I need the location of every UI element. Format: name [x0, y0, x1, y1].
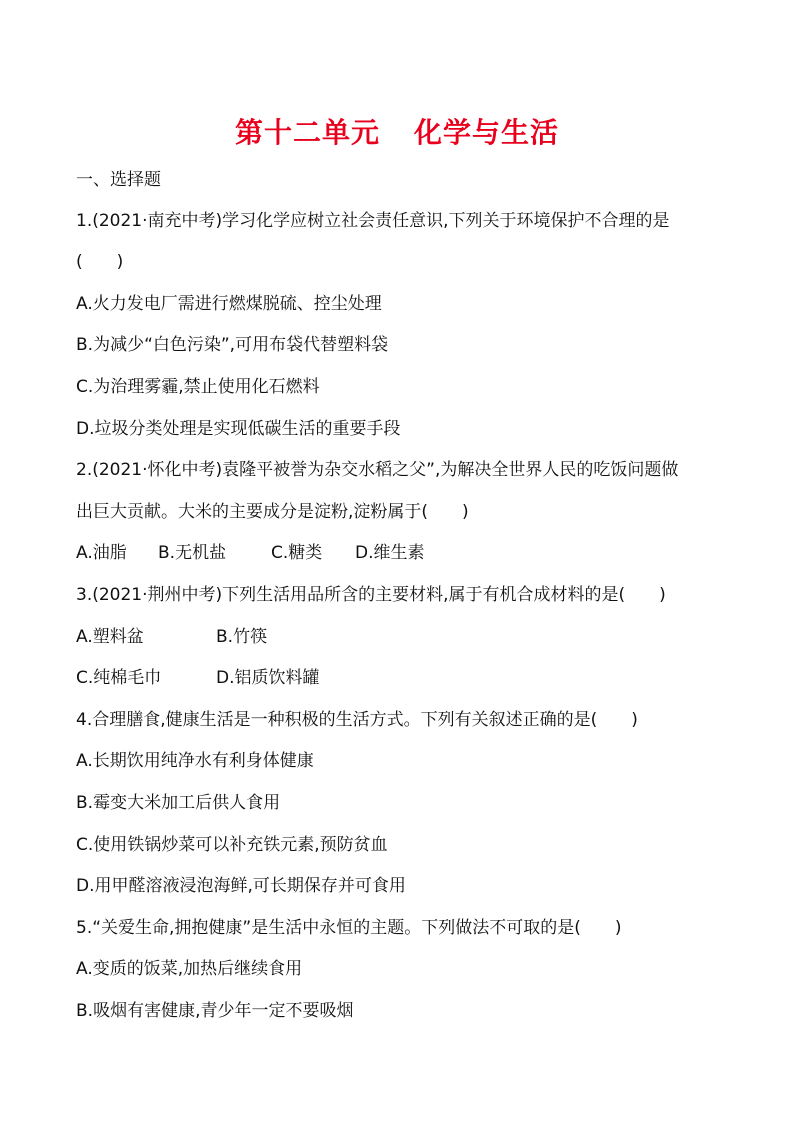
question-3-options-row-1	[76, 626, 267, 648]
question-4-option-a: A.长期饮用纯净水有利身体健康	[76, 751, 314, 771]
question-1-option-c: C.为治理雾霾,禁止使用化石燃料	[76, 377, 320, 397]
question-3-option-a: A.塑料盆	[76, 627, 144, 647]
question-3-option-b: B.竹筷	[216, 627, 268, 647]
question-5-option-b: B.吸烟有害健康,青少年一定不要吸烟	[76, 1001, 354, 1021]
question-2-stem: 2.(2021·怀化中考)袁隆平被誉为杂交水稻之父”,为解决全世界人民的吃饭问题做	[76, 460, 679, 480]
question-4-option-d: D.用甲醛溶液浸泡海鲜,可长期保存并可食用	[76, 876, 406, 896]
unit-number: 第十二单元	[234, 116, 380, 149]
question-2-option-b: B.无机盐	[158, 543, 227, 563]
unit-title	[0, 111, 794, 151]
question-5-stem: 5.“关爱生命,拥抱健康”是生活中永恒的主题。下列做法不可取的是( )	[76, 918, 622, 938]
question-1-option-b: B.为减少“白色污染”,可用布袋代替塑料袋	[76, 335, 389, 355]
question-1-option-a: A.火力发电厂需进行燃煤脱硫、控尘处理	[76, 294, 382, 314]
question-5-option-a: A.变质的饭菜,加热后继续食用	[76, 959, 303, 979]
question-4-stem: 4.合理膳食,健康生活是一种积极的生活方式。下列有关叙述正确的是( )	[76, 710, 638, 730]
question-3-options-row-2	[76, 667, 320, 689]
question-2-options	[76, 542, 425, 564]
question-2-option-a: A.油脂	[76, 543, 127, 563]
question-3-option-d: D.铝质饮料罐	[216, 668, 320, 688]
question-4-option-b: B.霉变大米加工后供人食用	[76, 793, 281, 813]
question-3-option-c: C.纯棉毛巾	[76, 668, 162, 688]
question-4-option-c: C.使用铁锅炒菜可以补充铁元素,预防贫血	[76, 835, 388, 855]
section-heading: 一、选择题	[76, 170, 161, 190]
question-1-stem: 1.(2021·南充中考)学习化学应树立社会责任意识,下列关于环境保护不合理的是	[76, 211, 670, 231]
unit-topic: 化学与生活	[414, 116, 560, 149]
question-2-option-d: D.维生素	[355, 543, 425, 563]
question-2-stem-cont: 出巨大贡献。大米的主要成分是淀粉,淀粉属于( )	[76, 502, 469, 522]
question-2-option-c: C.糖类	[271, 543, 323, 563]
question-1-option-d: D.垃圾分类处理是实现低碳生活的重要手段	[76, 419, 401, 439]
question-1-stem-cont: ( )	[76, 252, 124, 272]
question-3-stem: 3.(2021·荆州中考)下列生活用品所含的主要材料,属于有机合成材料的是( )	[76, 585, 666, 605]
